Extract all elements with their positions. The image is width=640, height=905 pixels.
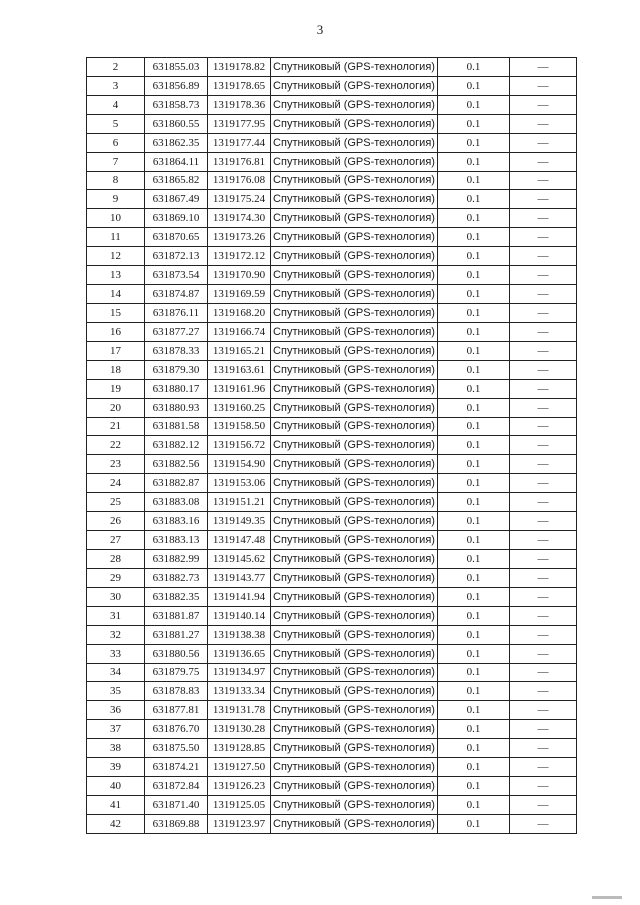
table-row: [87, 247, 577, 266]
note-cell: —: [510, 76, 577, 95]
x-coordinate-cell: 631874.87: [145, 285, 208, 304]
x-coordinate-cell: 631882.56: [145, 455, 208, 474]
note-cell: —: [510, 417, 577, 436]
point-number-cell: 8: [87, 171, 145, 190]
method-cell: Спутниковый (GPS-технология): [271, 644, 438, 663]
note-cell: —: [510, 58, 577, 77]
accuracy-cell: 0.1: [438, 152, 510, 171]
table-row: [87, 587, 577, 606]
y-coordinate-cell: 1319170.90: [208, 266, 271, 285]
method-cell: Спутниковый (GPS-технология): [271, 379, 438, 398]
note-cell: —: [510, 663, 577, 682]
accuracy-cell: 0.1: [438, 360, 510, 379]
method-cell: Спутниковый (GPS-технология): [271, 682, 438, 701]
method-cell: Спутниковый (GPS-технология): [271, 190, 438, 209]
accuracy-cell: 0.1: [438, 777, 510, 796]
method-cell: Спутниковый (GPS-технология): [271, 417, 438, 436]
note-cell: —: [510, 341, 577, 360]
method-cell: Спутниковый (GPS-технология): [271, 171, 438, 190]
accuracy-cell: 0.1: [438, 436, 510, 455]
x-coordinate-cell: 631877.81: [145, 701, 208, 720]
table-row: [87, 644, 577, 663]
y-coordinate-cell: 1319145.62: [208, 549, 271, 568]
x-coordinate-cell: 631864.11: [145, 152, 208, 171]
accuracy-cell: 0.1: [438, 341, 510, 360]
accuracy-cell: 0.1: [438, 531, 510, 550]
note-cell: —: [510, 322, 577, 341]
accuracy-cell: 0.1: [438, 549, 510, 568]
method-cell: Спутниковый (GPS-технология): [271, 814, 438, 833]
point-number-cell: 2: [87, 58, 145, 77]
y-coordinate-cell: 1319126.23: [208, 777, 271, 796]
accuracy-cell: 0.1: [438, 625, 510, 644]
accuracy-cell: 0.1: [438, 493, 510, 512]
y-coordinate-cell: 1319158.50: [208, 417, 271, 436]
note-cell: —: [510, 285, 577, 304]
x-coordinate-cell: 631880.56: [145, 644, 208, 663]
scan-footer-mark: [592, 896, 622, 899]
x-coordinate-cell: 631883.08: [145, 493, 208, 512]
table-row: [87, 341, 577, 360]
x-coordinate-cell: 631879.75: [145, 663, 208, 682]
point-number-cell: 5: [87, 114, 145, 133]
note-cell: —: [510, 587, 577, 606]
x-coordinate-cell: 631872.84: [145, 777, 208, 796]
x-coordinate-cell: 631872.13: [145, 247, 208, 266]
point-number-cell: 31: [87, 606, 145, 625]
point-number-cell: 23: [87, 455, 145, 474]
y-coordinate-cell: 1319173.26: [208, 228, 271, 247]
point-number-cell: 27: [87, 531, 145, 550]
table-row: [87, 493, 577, 512]
y-coordinate-cell: 1319128.85: [208, 739, 271, 758]
accuracy-cell: 0.1: [438, 455, 510, 474]
table-row: [87, 285, 577, 304]
point-number-cell: 12: [87, 247, 145, 266]
y-coordinate-cell: 1319133.34: [208, 682, 271, 701]
table-row: [87, 512, 577, 531]
table-row: [87, 398, 577, 417]
method-cell: Спутниковый (GPS-технология): [271, 247, 438, 266]
x-coordinate-cell: 631869.88: [145, 814, 208, 833]
note-cell: —: [510, 644, 577, 663]
note-cell: —: [510, 474, 577, 493]
point-number-cell: 28: [87, 549, 145, 568]
y-coordinate-cell: 1319136.65: [208, 644, 271, 663]
note-cell: —: [510, 247, 577, 266]
x-coordinate-cell: 631873.54: [145, 266, 208, 285]
accuracy-cell: 0.1: [438, 739, 510, 758]
y-coordinate-cell: 1319134.97: [208, 663, 271, 682]
y-coordinate-cell: 1319140.14: [208, 606, 271, 625]
point-number-cell: 37: [87, 720, 145, 739]
note-cell: —: [510, 95, 577, 114]
y-coordinate-cell: 1319127.50: [208, 758, 271, 777]
note-cell: —: [510, 682, 577, 701]
accuracy-cell: 0.1: [438, 758, 510, 777]
x-coordinate-cell: 631880.93: [145, 398, 208, 417]
table-row: [87, 190, 577, 209]
accuracy-cell: 0.1: [438, 644, 510, 663]
y-coordinate-cell: 1319154.90: [208, 455, 271, 474]
method-cell: Спутниковый (GPS-технология): [271, 322, 438, 341]
accuracy-cell: 0.1: [438, 814, 510, 833]
y-coordinate-cell: 1319163.61: [208, 360, 271, 379]
table-row: [87, 95, 577, 114]
method-cell: Спутниковый (GPS-технология): [271, 209, 438, 228]
note-cell: —: [510, 360, 577, 379]
table-row: [87, 303, 577, 322]
note-cell: —: [510, 133, 577, 152]
point-number-cell: 18: [87, 360, 145, 379]
note-cell: —: [510, 701, 577, 720]
point-number-cell: 34: [87, 663, 145, 682]
table-row: [87, 739, 577, 758]
point-number-cell: 9: [87, 190, 145, 209]
accuracy-cell: 0.1: [438, 512, 510, 531]
note-cell: —: [510, 512, 577, 531]
note-cell: —: [510, 171, 577, 190]
y-coordinate-cell: 1319175.24: [208, 190, 271, 209]
y-coordinate-cell: 1319125.05: [208, 795, 271, 814]
y-coordinate-cell: 1319130.28: [208, 720, 271, 739]
note-cell: —: [510, 398, 577, 417]
point-number-cell: 36: [87, 701, 145, 720]
accuracy-cell: 0.1: [438, 398, 510, 417]
x-coordinate-cell: 631878.33: [145, 341, 208, 360]
x-coordinate-cell: 631881.27: [145, 625, 208, 644]
x-coordinate-cell: 631862.35: [145, 133, 208, 152]
accuracy-cell: 0.1: [438, 587, 510, 606]
method-cell: Спутниковый (GPS-технология): [271, 701, 438, 720]
table-row: [87, 58, 577, 77]
note-cell: —: [510, 549, 577, 568]
point-number-cell: 35: [87, 682, 145, 701]
y-coordinate-cell: 1319176.81: [208, 152, 271, 171]
accuracy-cell: 0.1: [438, 303, 510, 322]
point-number-cell: 7: [87, 152, 145, 171]
table-row: [87, 436, 577, 455]
note-cell: —: [510, 531, 577, 550]
note-cell: —: [510, 758, 577, 777]
table-row: [87, 474, 577, 493]
point-number-cell: 16: [87, 322, 145, 341]
accuracy-cell: 0.1: [438, 795, 510, 814]
x-coordinate-cell: 631875.50: [145, 739, 208, 758]
y-coordinate-cell: 1319138.38: [208, 625, 271, 644]
note-cell: —: [510, 777, 577, 796]
accuracy-cell: 0.1: [438, 209, 510, 228]
point-number-cell: 14: [87, 285, 145, 304]
y-coordinate-cell: 1319123.97: [208, 814, 271, 833]
y-coordinate-cell: 1319177.95: [208, 114, 271, 133]
note-cell: —: [510, 625, 577, 644]
table-row: [87, 606, 577, 625]
accuracy-cell: 0.1: [438, 663, 510, 682]
accuracy-cell: 0.1: [438, 606, 510, 625]
point-number-cell: 15: [87, 303, 145, 322]
note-cell: —: [510, 436, 577, 455]
accuracy-cell: 0.1: [438, 95, 510, 114]
table-row: [87, 455, 577, 474]
method-cell: Спутниковый (GPS-технология): [271, 95, 438, 114]
y-coordinate-cell: 1319143.77: [208, 568, 271, 587]
method-cell: Спутниковый (GPS-технология): [271, 587, 438, 606]
x-coordinate-cell: 631881.87: [145, 606, 208, 625]
table-row: [87, 379, 577, 398]
accuracy-cell: 0.1: [438, 285, 510, 304]
method-cell: Спутниковый (GPS-технология): [271, 493, 438, 512]
point-number-cell: 30: [87, 587, 145, 606]
x-coordinate-cell: 631880.17: [145, 379, 208, 398]
note-cell: —: [510, 795, 577, 814]
accuracy-cell: 0.1: [438, 322, 510, 341]
x-coordinate-cell: 631876.70: [145, 720, 208, 739]
table-row: [87, 701, 577, 720]
accuracy-cell: 0.1: [438, 228, 510, 247]
accuracy-cell: 0.1: [438, 701, 510, 720]
x-coordinate-cell: 631882.73: [145, 568, 208, 587]
x-coordinate-cell: 631865.82: [145, 171, 208, 190]
y-coordinate-cell: 1319149.35: [208, 512, 271, 531]
method-cell: Спутниковый (GPS-технология): [271, 531, 438, 550]
y-coordinate-cell: 1319172.12: [208, 247, 271, 266]
table-row: [87, 777, 577, 796]
table-row: [87, 322, 577, 341]
method-cell: Спутниковый (GPS-технология): [271, 285, 438, 304]
note-cell: —: [510, 606, 577, 625]
note-cell: —: [510, 114, 577, 133]
x-coordinate-cell: 631876.11: [145, 303, 208, 322]
method-cell: Спутниковый (GPS-технология): [271, 436, 438, 455]
note-cell: —: [510, 303, 577, 322]
y-coordinate-cell: 1319174.30: [208, 209, 271, 228]
method-cell: Спутниковый (GPS-технология): [271, 606, 438, 625]
method-cell: Спутниковый (GPS-технология): [271, 777, 438, 796]
point-number-cell: 10: [87, 209, 145, 228]
method-cell: Спутниковый (GPS-технология): [271, 114, 438, 133]
point-number-cell: 32: [87, 625, 145, 644]
table-row: [87, 531, 577, 550]
x-coordinate-cell: 631882.12: [145, 436, 208, 455]
method-cell: Спутниковый (GPS-технология): [271, 795, 438, 814]
method-cell: Спутниковый (GPS-технология): [271, 398, 438, 417]
accuracy-cell: 0.1: [438, 133, 510, 152]
y-coordinate-cell: 1319176.08: [208, 171, 271, 190]
table-row: [87, 209, 577, 228]
note-cell: —: [510, 739, 577, 758]
note-cell: —: [510, 190, 577, 209]
point-number-cell: 24: [87, 474, 145, 493]
accuracy-cell: 0.1: [438, 171, 510, 190]
note-cell: —: [510, 209, 577, 228]
point-number-cell: 3: [87, 76, 145, 95]
point-number-cell: 41: [87, 795, 145, 814]
table-row: [87, 568, 577, 587]
accuracy-cell: 0.1: [438, 247, 510, 266]
y-coordinate-cell: 1319151.21: [208, 493, 271, 512]
table-row: [87, 625, 577, 644]
y-coordinate-cell: 1319178.36: [208, 95, 271, 114]
point-number-cell: 38: [87, 739, 145, 758]
x-coordinate-cell: 631867.49: [145, 190, 208, 209]
y-coordinate-cell: 1319131.78: [208, 701, 271, 720]
accuracy-cell: 0.1: [438, 266, 510, 285]
method-cell: Спутниковый (GPS-технология): [271, 133, 438, 152]
x-coordinate-cell: 631877.27: [145, 322, 208, 341]
method-cell: Спутниковый (GPS-технология): [271, 474, 438, 493]
method-cell: Спутниковый (GPS-технология): [271, 549, 438, 568]
table-row: [87, 814, 577, 833]
point-number-cell: 19: [87, 379, 145, 398]
point-number-cell: 39: [87, 758, 145, 777]
x-coordinate-cell: 631855.03: [145, 58, 208, 77]
table-row: [87, 266, 577, 285]
y-coordinate-cell: 1319178.82: [208, 58, 271, 77]
y-coordinate-cell: 1319166.74: [208, 322, 271, 341]
method-cell: Спутниковый (GPS-технология): [271, 341, 438, 360]
method-cell: Спутниковый (GPS-технология): [271, 152, 438, 171]
method-cell: Спутниковый (GPS-технология): [271, 76, 438, 95]
table-row: [87, 114, 577, 133]
x-coordinate-cell: 631856.89: [145, 76, 208, 95]
point-number-cell: 25: [87, 493, 145, 512]
point-number-cell: 4: [87, 95, 145, 114]
accuracy-cell: 0.1: [438, 76, 510, 95]
point-number-cell: 20: [87, 398, 145, 417]
coordinates-table-body: [87, 58, 577, 834]
x-coordinate-cell: 631860.55: [145, 114, 208, 133]
note-cell: —: [510, 814, 577, 833]
accuracy-cell: 0.1: [438, 720, 510, 739]
x-coordinate-cell: 631869.10: [145, 209, 208, 228]
coordinates-table: [86, 57, 577, 834]
method-cell: Спутниковый (GPS-технология): [271, 625, 438, 644]
note-cell: —: [510, 152, 577, 171]
accuracy-cell: 0.1: [438, 114, 510, 133]
table-row: [87, 171, 577, 190]
note-cell: —: [510, 266, 577, 285]
method-cell: Спутниковый (GPS-технология): [271, 720, 438, 739]
x-coordinate-cell: 631882.99: [145, 549, 208, 568]
y-coordinate-cell: 1319153.06: [208, 474, 271, 493]
y-coordinate-cell: 1319161.96: [208, 379, 271, 398]
method-cell: Спутниковый (GPS-технология): [271, 663, 438, 682]
point-number-cell: 17: [87, 341, 145, 360]
table-row: [87, 682, 577, 701]
table-row: [87, 417, 577, 436]
method-cell: Спутниковый (GPS-технология): [271, 455, 438, 474]
y-coordinate-cell: 1319178.65: [208, 76, 271, 95]
table-row: [87, 720, 577, 739]
point-number-cell: 42: [87, 814, 145, 833]
point-number-cell: 22: [87, 436, 145, 455]
point-number-cell: 11: [87, 228, 145, 247]
note-cell: —: [510, 455, 577, 474]
y-coordinate-cell: 1319177.44: [208, 133, 271, 152]
y-coordinate-cell: 1319156.72: [208, 436, 271, 455]
point-number-cell: 29: [87, 568, 145, 587]
table-row: [87, 152, 577, 171]
accuracy-cell: 0.1: [438, 474, 510, 493]
table-row: [87, 549, 577, 568]
note-cell: —: [510, 568, 577, 587]
method-cell: Спутниковый (GPS-технология): [271, 568, 438, 587]
note-cell: —: [510, 720, 577, 739]
method-cell: Спутниковый (GPS-технология): [271, 228, 438, 247]
point-number-cell: 33: [87, 644, 145, 663]
x-coordinate-cell: 631882.87: [145, 474, 208, 493]
note-cell: —: [510, 379, 577, 398]
point-number-cell: 21: [87, 417, 145, 436]
y-coordinate-cell: 1319165.21: [208, 341, 271, 360]
x-coordinate-cell: 631879.30: [145, 360, 208, 379]
method-cell: Спутниковый (GPS-технология): [271, 58, 438, 77]
x-coordinate-cell: 631883.13: [145, 531, 208, 550]
table-row: [87, 76, 577, 95]
point-number-cell: 40: [87, 777, 145, 796]
table-row: [87, 360, 577, 379]
y-coordinate-cell: 1319169.59: [208, 285, 271, 304]
method-cell: Спутниковый (GPS-технология): [271, 758, 438, 777]
x-coordinate-cell: 631881.58: [145, 417, 208, 436]
point-number-cell: 6: [87, 133, 145, 152]
point-number-cell: 13: [87, 266, 145, 285]
x-coordinate-cell: 631871.40: [145, 795, 208, 814]
x-coordinate-cell: 631882.35: [145, 587, 208, 606]
note-cell: —: [510, 228, 577, 247]
accuracy-cell: 0.1: [438, 379, 510, 398]
y-coordinate-cell: 1319141.94: [208, 587, 271, 606]
x-coordinate-cell: 631858.73: [145, 95, 208, 114]
page-number: 3: [316, 22, 324, 37]
table-row: [87, 133, 577, 152]
method-cell: Спутниковый (GPS-технология): [271, 360, 438, 379]
y-coordinate-cell: 1319147.48: [208, 531, 271, 550]
table-row: [87, 663, 577, 682]
accuracy-cell: 0.1: [438, 190, 510, 209]
y-coordinate-cell: 1319168.20: [208, 303, 271, 322]
method-cell: Спутниковый (GPS-технология): [271, 266, 438, 285]
accuracy-cell: 0.1: [438, 682, 510, 701]
y-coordinate-cell: 1319160.25: [208, 398, 271, 417]
x-coordinate-cell: 631883.16: [145, 512, 208, 531]
method-cell: Спутниковый (GPS-технология): [271, 512, 438, 531]
method-cell: Спутниковый (GPS-технология): [271, 303, 438, 322]
point-number-cell: 26: [87, 512, 145, 531]
accuracy-cell: 0.1: [438, 417, 510, 436]
x-coordinate-cell: 631878.83: [145, 682, 208, 701]
note-cell: —: [510, 493, 577, 512]
accuracy-cell: 0.1: [438, 568, 510, 587]
x-coordinate-cell: 631874.21: [145, 758, 208, 777]
x-coordinate-cell: 631870.65: [145, 228, 208, 247]
method-cell: Спутниковый (GPS-технология): [271, 739, 438, 758]
table-row: [87, 228, 577, 247]
table-row: [87, 795, 577, 814]
table-row: [87, 758, 577, 777]
accuracy-cell: 0.1: [438, 58, 510, 77]
